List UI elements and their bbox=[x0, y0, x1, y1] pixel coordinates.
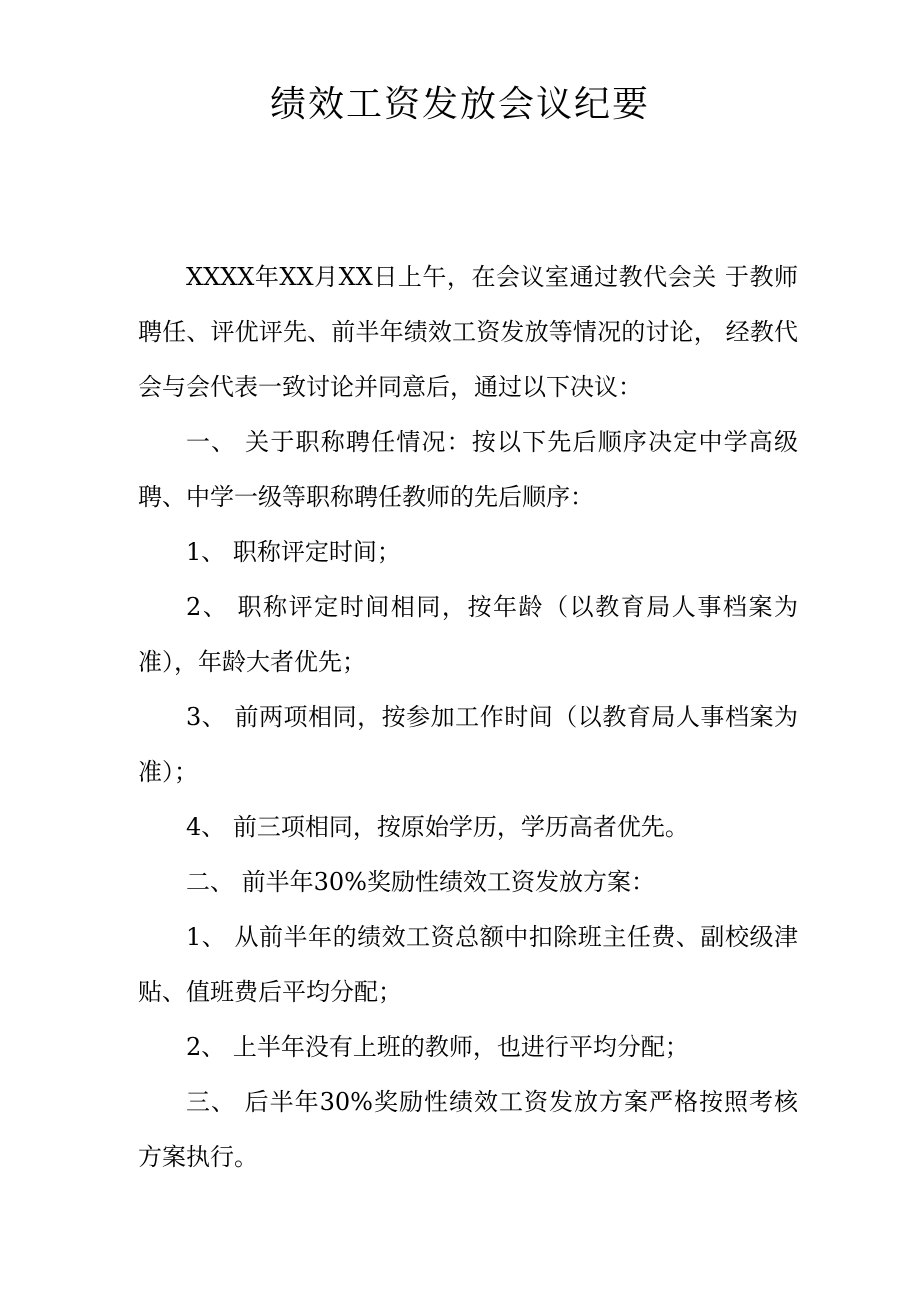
document-title: 绩效工资发放会议纪要 bbox=[269, 84, 650, 125]
paragraph-section-3: 三、 后半年30%奖励性绩效工资发放方案严格按照考核方案执行。 bbox=[138, 1088, 798, 1171]
paragraph-section-2-item-2: 2、 上半年没有上班的教师，也进行平均分配； bbox=[186, 1033, 689, 1061]
paragraph-section-2: 二、 前半年30%奖励性绩效工资发放方案： bbox=[186, 868, 655, 896]
paragraph-section-2-item-1: 1、 从前半年的绩效工资总额中扣除班主任费、副校级津贴、值班费后平均分配； bbox=[138, 923, 798, 1006]
paragraph-intro: XXXX年XX月XX日上午，在会议室通过教代会关 于教师聘任、评优评先、前半年绩效工资发放等情况的讨论， 经教代会与会代表一致讨论并同意后，通过以下决议： bbox=[138, 263, 798, 401]
document-body bbox=[138, 250, 798, 1185]
paragraph-section-1-item-4: 4、 前三项相同，按原始学历，学历高者优先。 bbox=[186, 813, 689, 841]
paragraph-section-1-item-3: 3、 前两项相同，按参加工作时间（以教育局人事档案为 准）； bbox=[138, 703, 798, 786]
paragraph-section-1: 一、 关于职称聘任情况：按以下先后顺序决定中学高级聘、中学一级等职称聘任教师的先后顺序： bbox=[138, 428, 798, 511]
paragraph-section-1-item-1: 1、 职称评定时间； bbox=[186, 538, 401, 566]
paragraph-section-1-item-2: 2、 职称评定时间相同，按年龄（以教育局人事档案为准），年龄大者优先； bbox=[138, 593, 798, 676]
